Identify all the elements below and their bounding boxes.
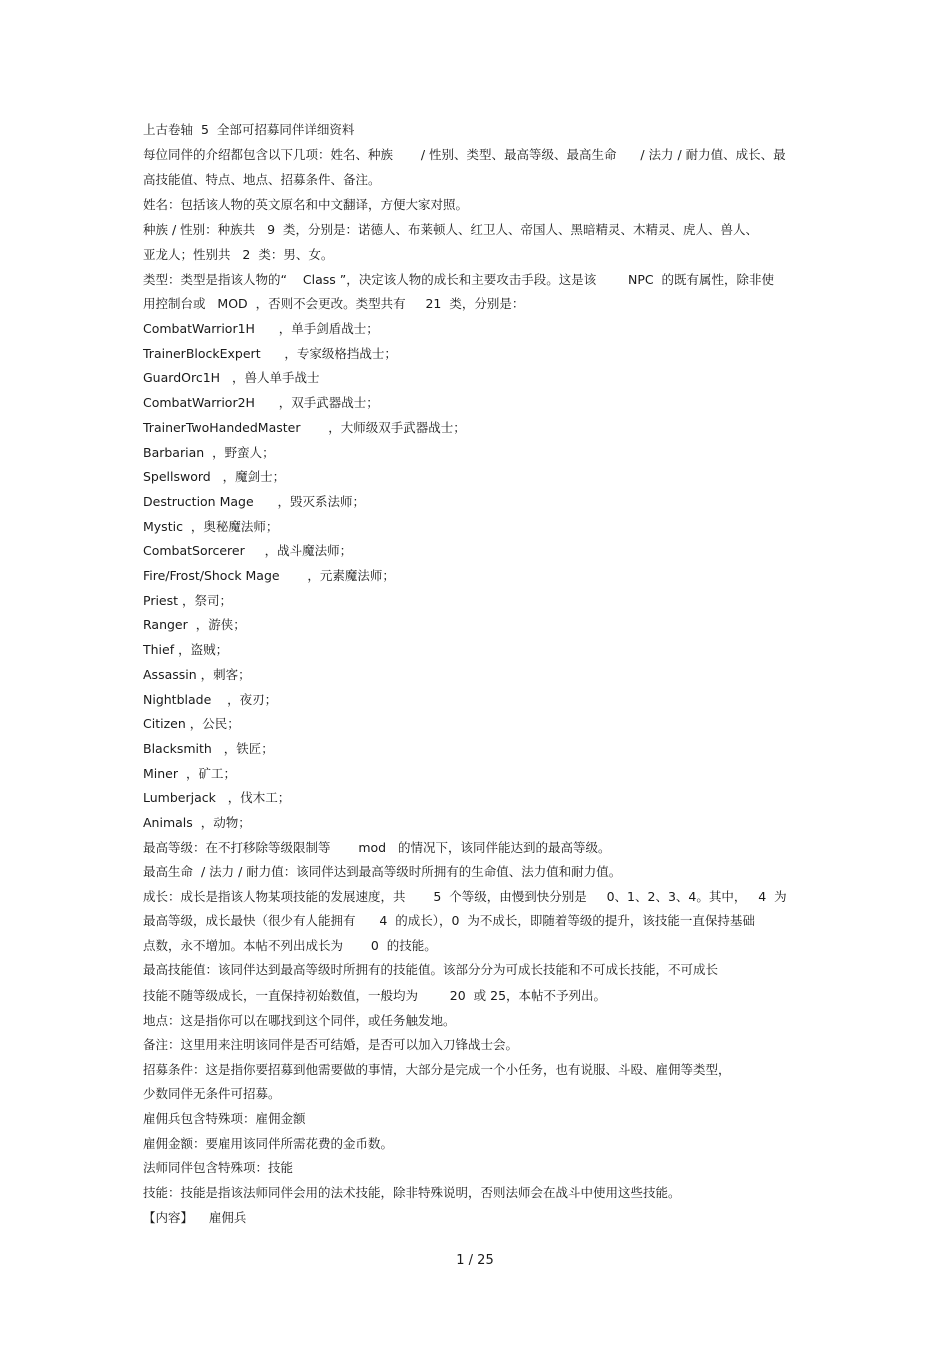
document-line: Thief ，盗贼；	[143, 642, 229, 657]
document-line: Ranger ，游侠；	[143, 617, 246, 632]
document-line: Fire/Frost/Shock Mage ，元素魔法师；	[143, 568, 395, 583]
document-line: 最高等级：在不打移除等级限制等 mod 的情况下，该同伴能达到的最高等级。	[143, 840, 611, 855]
document-line: 备注：这里用来注明该同伴是否可结婚，是否可以加入刀锋战士会。	[143, 1037, 519, 1052]
document-line: Barbarian ，野蛮人；	[143, 445, 275, 460]
document-line: 类型：类型是指该人物的“ Class ”，决定该人物的成长和主要攻击手段。这是该 NPC 的既有属性，除非使	[143, 272, 775, 287]
document-line: 高技能值、特点、地点、招募条件、备注。	[143, 172, 381, 187]
document-line: 姓名：包括该人物的英文原名和中文翻译，方便大家对照。	[143, 197, 469, 212]
document-line: CombatWarrior2H ，双手武器战士；	[143, 395, 379, 410]
document-line: Nightblade ，夜刃；	[143, 692, 278, 707]
document-line: 最高生命 / 法力 / 耐力值：该同伴达到最高等级时所拥有的生命值、法力值和耐力值。	[143, 864, 622, 879]
document-line: 少数同伴无条件可招募。	[143, 1086, 281, 1101]
document-line: 法师同伴包含特殊项：技能	[143, 1160, 294, 1175]
document-line: Blacksmith ，铁匠；	[143, 741, 274, 756]
document-line: Citizen ，公民；	[143, 716, 240, 731]
document-line: 雇佣金额：要雇用该同伴所需花费的金币数。	[143, 1136, 394, 1151]
document-line: CombatSorcerer ，战斗魔法师；	[143, 543, 353, 558]
document-line: 最高技能值：该同伴达到最高等级时所拥有的技能值。该部分分为可成长技能和不可成长技能，不可成长	[143, 962, 719, 977]
document-line: Mystic ，奥秘魔法师；	[143, 519, 279, 534]
document-line: Lumberjack ，伐木工；	[143, 790, 291, 805]
document-line: TrainerBlockExpert ，专家级格挡战士；	[143, 346, 397, 361]
document-line: 【内容】 雇佣兵	[143, 1210, 247, 1225]
document-line: 雇佣兵包含特殊项：雇佣金额	[143, 1111, 306, 1126]
document-line: 地点：这是指你可以在哪找到这个同伴，或任务触发地。	[143, 1013, 456, 1028]
document-line: 技能：技能是指该法师同伴会用的法术技能，除非特殊说明，否则法师会在战斗中使用这些技能。	[143, 1185, 681, 1200]
document-line: 成长：成长是指该人物某项技能的发展速度，共 5 个等级，由慢到快分别是 0、1、2、3、4。其中， 4 为	[143, 889, 787, 904]
document-line: 技能不随等级成长，一直保持初始数值，一般均为 20 或 25，本帖不予列出。	[143, 988, 607, 1003]
document-line: 用控制台或 MOD ，否则不会更改。类型共有 21 类，分别是：	[143, 296, 525, 311]
document-line: 点数，永不增加。本帖不列出成长为 0 的技能。	[143, 938, 437, 953]
document-line: Priest ，祭司；	[143, 593, 233, 608]
document-line: 招募条件：这是指你要招募到他需要做的事情，大部分是完成一个小任务，也有说服、斗殴、雇佣等类型，	[143, 1062, 731, 1077]
page-number: 1 / 25	[456, 1253, 494, 1268]
document-line: Miner ，矿工；	[143, 766, 236, 781]
document-line: TrainerTwoHandedMaster ，大师级双手武器战士；	[143, 420, 466, 435]
document-line: 最高等级，成长最快（很少有人能拥有 4 的成长），0 为不成长，即随着等级的提升，该技能一直保持基础	[143, 913, 755, 928]
document-line: GuardOrc1H ，兽人单手战士	[143, 370, 320, 385]
document-line: CombatWarrior1H ，单手剑盾战士；	[143, 321, 379, 336]
document-line: Spellsword ，魔剑士；	[143, 469, 286, 484]
document-title: 上古卷轴 5 全部可招募同伴详细资料	[143, 122, 355, 137]
document-line: 种族 / 性别：种族共 9 类，分别是：诺德人、布莱顿人、红卫人、帝国人、黑暗精灵、木精灵、虎人、兽人、	[143, 222, 758, 237]
document-line: 每位同伴的介绍都包含以下几项：姓名、种族 / 性别、类型、最高等级、最高生命 / 法力 / 耐力值、成长、最	[143, 147, 786, 162]
document-line: Destruction Mage ，毁灭系法师；	[143, 494, 365, 509]
document-line: 亚龙人；性别共 2 类：男、女。	[143, 247, 334, 262]
document-line: Assassin ，刺客；	[143, 667, 251, 682]
document-line: Animals ，动物；	[143, 815, 251, 830]
